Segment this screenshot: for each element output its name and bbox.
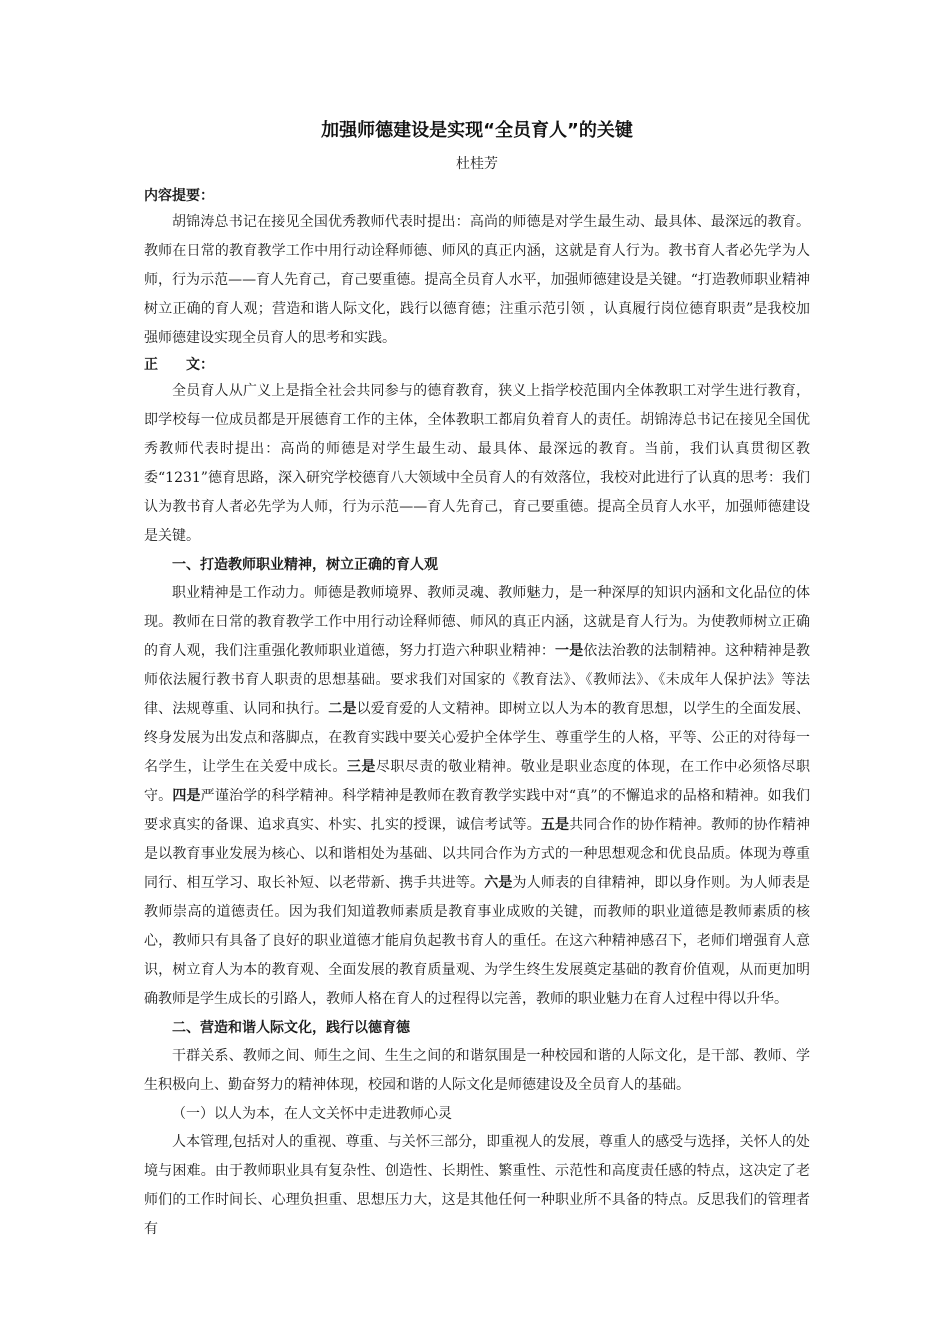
lead-4-text: 严谨治学的科学精神。科学精神是教师在教育教学实践中对“真”的不懈追求的品格和精神。如我们要求真实的备课、追求真实、朴实、扎实的授课，诚信考试等。: [144, 788, 811, 833]
lead-3: 三是: [346, 759, 376, 775]
section-2-heading: 二、营造和谐人际文化，践行以德育德: [172, 1020, 410, 1036]
lead-5-text: 共同合作的协作精神。教师的协作精神是以教育事业发展为核心、以和谐相处为基础、以共同合作为方式的一种思想观念和优良品质。体现为尊重同行、相互学习、取长补短、以老带新、携手共进等。: [144, 817, 811, 891]
intro-paragraph: 全员育人从广义上是指全社会共同参与的德育教育，狭义上指学校范围内全体教职工对学生进行教育，即学校每一位成员都是开展德育工作的主体，全体教职工都肩负着育人的责任。胡锦涛总书记在接见全国优秀教师代表时提出：高尚的师德是对学生最生动、最具体、最深远的教育。当前，我们认真贯彻区教委“1231”德育思路，深入研究学校德育八大领域中全员育人的有效落位，我校对此进行了认真的思考：我们认为教书育人者必先学为人师，行为示范——育人先育己，育己要重德。提高全员育人水平，加强师德建设是关键。: [144, 383, 810, 544]
lead-1-text: 依法治教的法制精神。这种精神是教师依法履行教书育人职责的思想基础。要求我们对国家的《教育法》、《教师法》、《未成年人保护法》等法律、法规尊重、认同和执行。: [144, 643, 811, 717]
section-1-paragraph: [144, 579, 810, 1014]
section-1-intro-text: 职业精神是工作动力。师德是教师境界、教师灵魂、教师魅力，是一种深厚的知识内涵和文化品位的体现。教师在日常的教育教学工作中用行动诠释师德、师风的真正内涵，这就是育人行为。为使教师树立正确的育人观，我们注重强化教师职业道德，努力打造六种职业精神：: [144, 585, 810, 659]
lead-1: 一是: [555, 643, 584, 659]
abstract-text: 胡锦涛总书记在接见全国优秀教师代表时提出：高尚的师德是对学生最生动、最具体、最深远的教育。教师在日常的教育教学工作中用行动诠释师德、师风的真正内涵，这就是育人行为。教书育人者必先学为人师，行为示范——育人先育己，育己要重德。提高全员育人水平，加强师德建设是关键。“打造教师职业精神树立正确的育人观；营造和谐人际文化，践行以德育德；注重示范引领 ，认真履行岗位德育职责”是我校加强师德建设实现全员育人的思考和实践。: [144, 214, 810, 346]
lead-3-text: 尽职尽责的敬业精神。敬业是职业态度的体现，在工作中必须恪尽职守。: [144, 759, 811, 804]
section-1-heading: 一、打造教师职业精神，树立正确的育人观: [172, 557, 438, 573]
lead-4: 四是: [172, 788, 201, 804]
lead-2: 二是: [328, 701, 357, 717]
lead-2-text: 以爱育爱的人文精神。即树立以人为本的教育思想，以学生的全面发展、终身发展为出发点和落脚点，在教育实践中要关心爱护全体学生、尊重学生的人格，平等、公正的对待每一名学生，让学生在关爱中成长。: [144, 701, 811, 775]
lead-6: 六是: [484, 875, 513, 891]
document-title: 加强师德建设是实现“全员育人”的关键: [321, 120, 633, 141]
document-page: [144, 118, 810, 1244]
section-2-sub-1-paragraph: 人本管理,包括对人的重视、尊重、与关怀三部分，即重视人的发展，尊重人的感受与选择，关怀人的处境与困难。由于教师职业具有复杂性、创造性、长期性、繁重性、示范性和高度责任感的特点，这决定了老师们的工作时间长、心理负担重、思想压力大，这是其他任何一种职业所不具备的特点。反思我们的管理者有: [144, 1134, 810, 1237]
body-label: 正 文：: [144, 357, 214, 373]
section-2-paragraph: 干群关系、教师之间、师生之间、生生之间的和谐氛围是一种校园和谐的人际文化，是干部、教师、学生积极向上、勤奋努力的精神体现，校园和谐的人际文化是师德建设及全员育人的基础。: [144, 1048, 810, 1093]
lead-6-text: 为人师表的自律精神，即以身作则。为人师表是教师崇高的道德责任。因为我们知道教师素质是教育事业成败的关键，而教师的职业道德是教师素质的核心，教师只有具备了良好的职业道德才能肩负起教书育人的重任。在这六种精神感召下，老师们增强育人意识，树立育人为本的教育观、全面发展的教育质量观、为学生终生发展奠定基础的教育价值观，从而更加明确教师是学生成长的引路人，教师人格在育人的过程得以完善，教师的职业魅力在育人过程中得以升华。: [144, 875, 811, 1007]
document-author: 杜桂芳: [456, 156, 498, 172]
section-2-subheading-1: （一）以人为本，在人文关怀中走进教师心灵: [172, 1106, 452, 1122]
lead-5: 五是: [540, 817, 570, 833]
abstract-label: 内容提要：: [144, 188, 214, 204]
